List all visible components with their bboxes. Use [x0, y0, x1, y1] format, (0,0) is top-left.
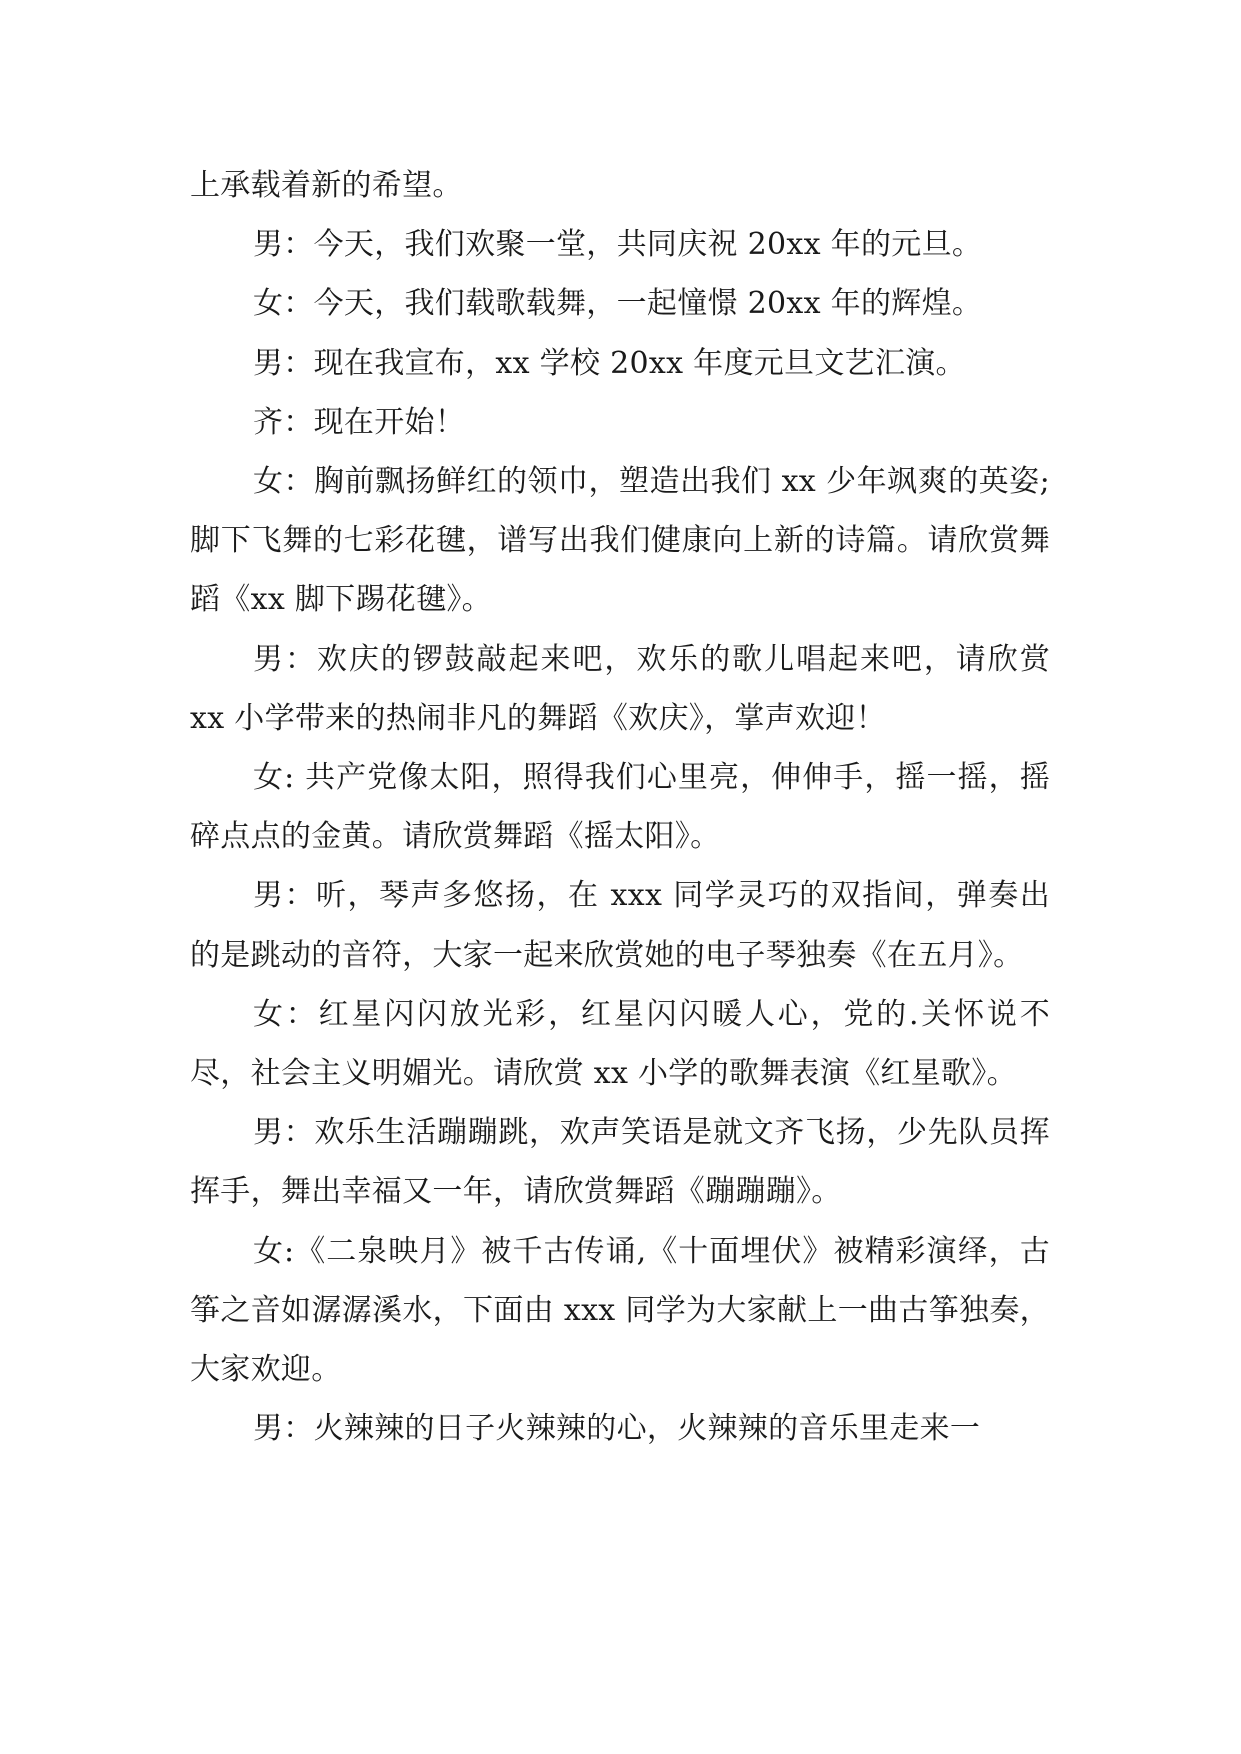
paragraph-13: 男：火辣辣的日子火辣辣的心，火辣辣的音乐里走来一	[253, 1411, 981, 1447]
paragraph-3: 女：今天，我们载歌载舞，一起憧憬 20xx 年的辉煌。	[253, 286, 983, 322]
paragraph-8: 女: 共产党像太阳，照得我们心里亮，伸伸手，摇一摇，摇碎点点的金黄。请欣赏舞蹈《摇太阳》。	[190, 760, 1050, 855]
paragraph-6: 女：胸前飘扬鲜红的领巾，塑造出我们 xx 少年飒爽的英姿; 脚下飞舞的七彩花毽，谱写出我们健康向上新的诗篇。请欣赏舞蹈《xx 脚下踢花毽》。	[190, 464, 1050, 618]
paragraph-5: 齐：现在开始！	[253, 404, 466, 440]
paragraph-4: 男：现在我宣布，xx 学校 20xx 年度元旦文艺汇演。	[253, 345, 966, 381]
paragraph-11: 男：欢乐生活蹦蹦跳，欢声笑语是就文齐飞扬，少先队员挥挥手，舞出幸福又一年，请欣赏舞蹈《蹦蹦蹦》。	[190, 1115, 1050, 1210]
paragraph-2: 男：今天，我们欢聚一堂，共同庆祝 20xx 年的元旦。	[253, 227, 983, 263]
paragraph-1: 上承载着新的希望。	[190, 168, 463, 203]
paragraph-12: 女:《二泉映月》被千古传诵,《十面埋伏》被精彩演绎，古筝之音如潺潺溪水，下面由 xxx 同学为大家献上一曲古筝独奏，大家欢迎。	[190, 1233, 1050, 1388]
paragraph-10: 女：红星闪闪放光彩，红星闪闪暖人心，党的.关怀说不尽，社会主义明媚光。请欣赏 xx 小学的歌舞表演《红星歌》。	[190, 996, 1050, 1092]
paragraph-7: 男：欢庆的锣鼓敲起来吧，欢乐的歌儿唱起来吧，请欣赏 xx 小学带来的热闹非凡的舞蹈《欢庆》，掌声欢迎！	[190, 641, 1050, 736]
paragraph-9: 男：听，琴声多悠扬，在 xxx 同学灵巧的双指间，弹奏出的是跳动的音符，大家一起来欣赏她的电子琴独奏《在五月》。	[190, 878, 1050, 973]
document-body	[190, 156, 1050, 1458]
